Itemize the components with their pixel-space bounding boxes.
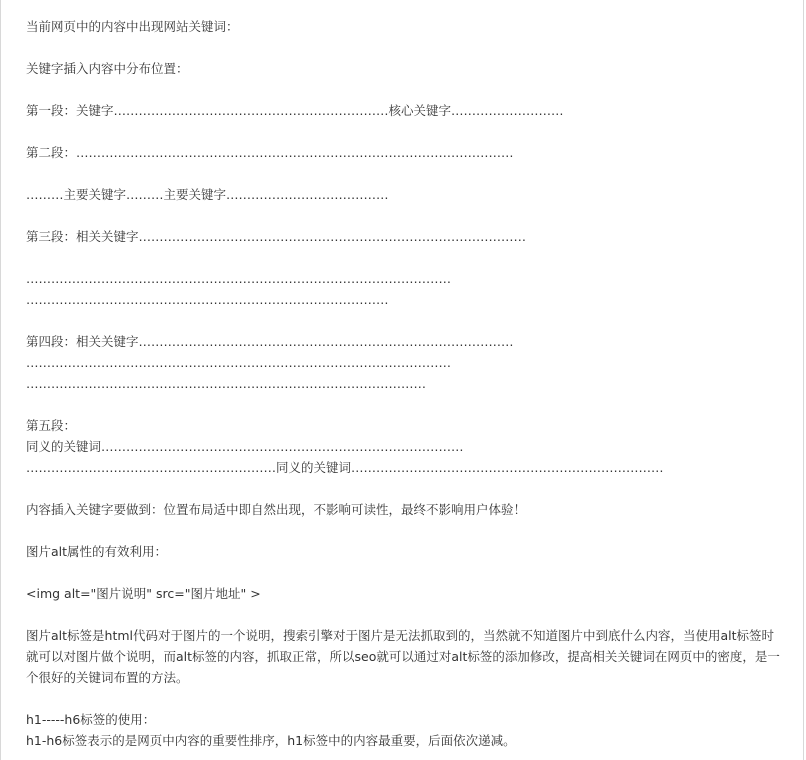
paragraph-two-continued: ………主要关键字………主要关键字………………………………… — [26, 187, 389, 202]
paragraph-five-line-a: 同义的关键词…………………………………………………………………………… — [26, 439, 464, 454]
paragraph-three: 第三段：相关关键字………………………………………………………………………………… — [26, 229, 527, 244]
spacer — [26, 604, 786, 625]
paragraph-three-line-b: …………………………………………………………………………… — [26, 292, 389, 307]
paragraph-three-line-a: ………………………………………………………………………………………… — [26, 271, 451, 286]
spacer — [26, 688, 786, 709]
spacer — [26, 478, 786, 499]
alt-attribute-heading: 图片alt属性的有效利用： — [26, 544, 168, 559]
alt-explanation-paragraph: 图片alt标签是html代码对于图片的一个说明，搜索引擎对于图片是无法抓取到的，当然就不知道图片中到底什么内容，当使用alt标签时就可以对图片做个说明，而alt标签的内容，抓取正常，所以seo就可以通过对alt标签的添加修改，提高相关关键词在网页中的密度，是一个很好的关键词布置的方法。 — [26, 628, 780, 685]
paragraph-four-line-a: ………………………………………………………………………………………… — [26, 355, 451, 370]
spacer — [26, 247, 786, 268]
paragraph-two: 第二段：…………………………………………………………………………………………… — [26, 145, 514, 160]
spacer — [26, 79, 786, 100]
spacer — [26, 163, 786, 184]
spacer — [26, 310, 786, 331]
keyword-insertion-rule: 内容插入关键字要做到：位置布局适中即自然出现，不影响可读性，最终不影响用户体验！ — [26, 502, 527, 517]
spacer — [26, 520, 786, 541]
paragraph-five-heading: 第五段： — [26, 418, 77, 433]
paragraph-four: 第四段：相关关键字……………………………………………………………………………… — [26, 334, 514, 349]
img-code-example: <img alt="图片说明" src="图片地址" > — [26, 586, 261, 601]
paragraph-one: 第一段：关键字…………………………………………………………核心关键字……………………… — [26, 103, 564, 118]
spacer — [26, 394, 786, 415]
heading-tags-title: h1-----h6标签的使用： — [26, 712, 156, 727]
distribution-heading: 关键字插入内容中分布位置： — [26, 61, 189, 76]
heading-tags-description: h1-h6标签表示的是网页中内容的重要性排序，h1标签中的内容最重要，后面依次递减。 — [26, 733, 516, 748]
spacer — [26, 562, 786, 583]
spacer — [26, 121, 786, 142]
paragraph-five-line-b: ……………………………………………………同义的关键词………………………………………………………………… — [26, 460, 664, 475]
article-content — [26, 16, 786, 751]
spacer — [26, 37, 786, 58]
paragraph-four-line-b: …………………………………………………………………………………… — [26, 376, 426, 391]
keyword-intro: 当前网页中的内容中出现网站关键词： — [26, 19, 239, 34]
spacer — [26, 205, 786, 226]
